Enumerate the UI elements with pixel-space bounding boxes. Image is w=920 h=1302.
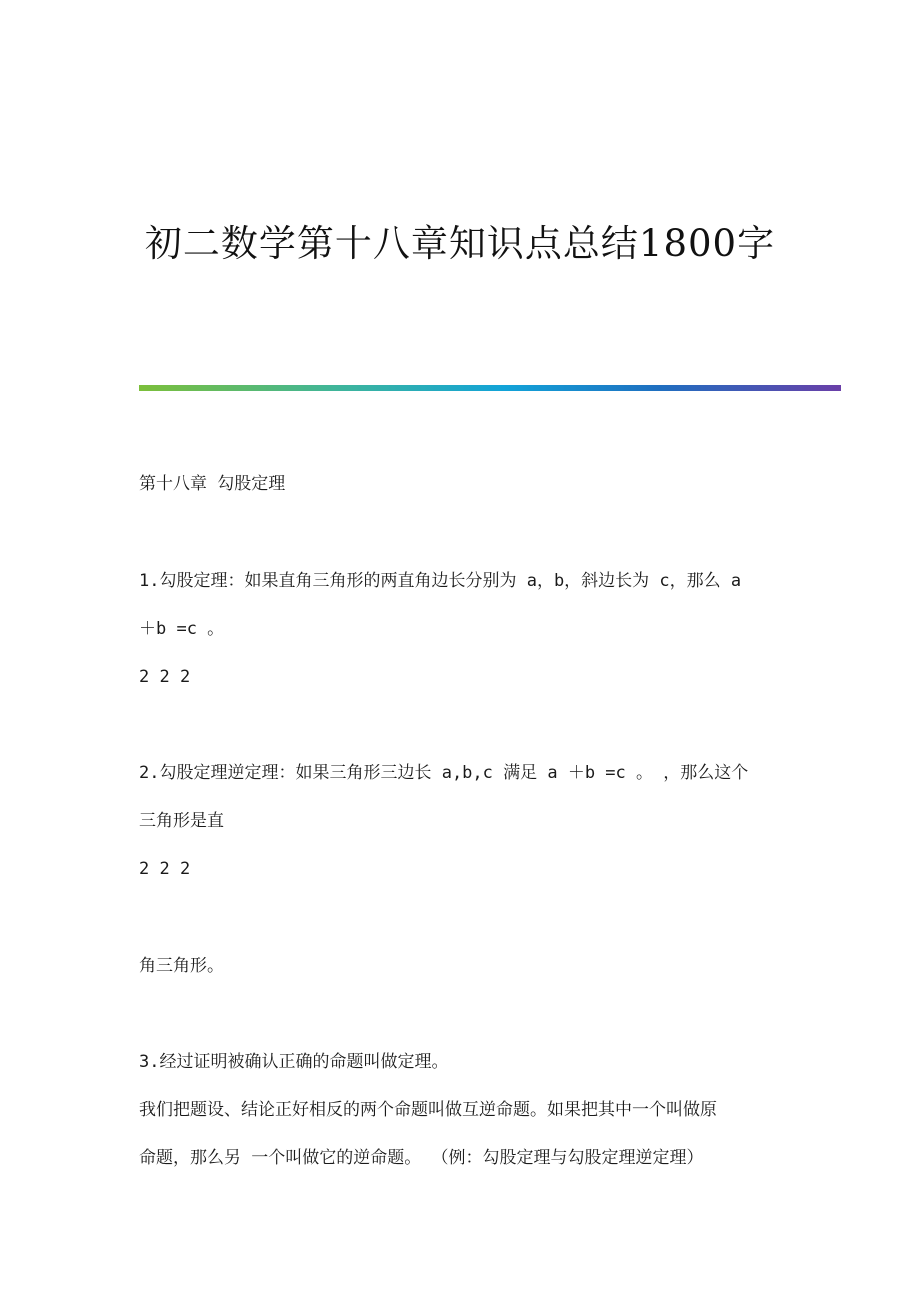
item2-superscripts: 2 2 2 xyxy=(139,859,191,879)
item2-line3: 角三角形。 xyxy=(139,956,224,976)
item2-line1: 2.勾股定理逆定理：如果三角形三边长 a,b,c 满足 a ＋b =c 。 ，那么这个 xyxy=(139,763,749,783)
item3-line3: 命题，那么另 一个叫做它的逆命题。 （例：勾股定理与勾股定理逆定理） xyxy=(139,1148,704,1168)
item1-line2: ＋b =c 。 xyxy=(139,619,225,639)
chapter-heading: 第十八章 勾股定理 xyxy=(139,474,286,494)
item1-superscripts: 2 2 2 xyxy=(139,667,191,687)
item2-line2: 三角形是直 xyxy=(139,811,224,831)
document-title: 初二数学第十八章知识点总结1800字 xyxy=(144,222,776,265)
item3-line2: 我们把题设、结论正好相反的两个命题叫做互逆命题。如果把其中一个叫做原 xyxy=(139,1100,717,1120)
item3-line1: 3.经过证明被确认正确的命题叫做定理。 xyxy=(139,1052,449,1072)
title-divider xyxy=(139,385,841,391)
item1-line1: 1.勾股定理：如果直角三角形的两直角边长分别为 a，b，斜边长为 c，那么 a xyxy=(139,571,742,591)
